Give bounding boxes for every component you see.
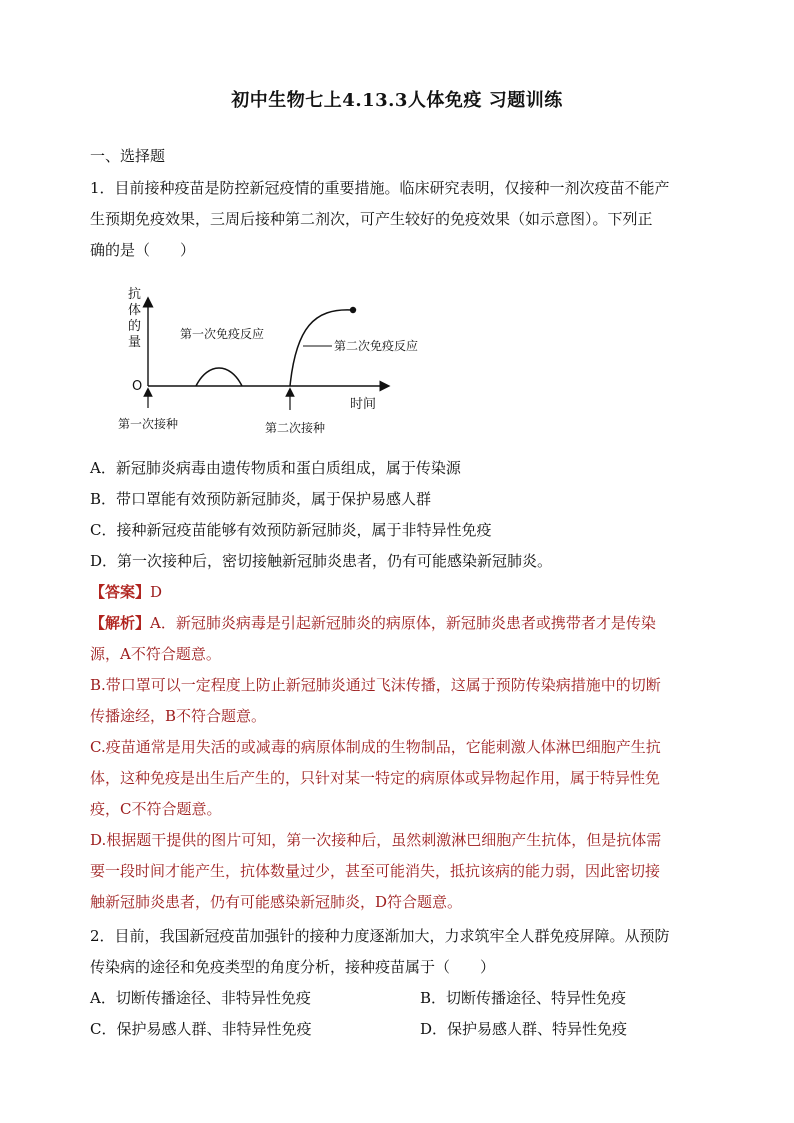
answer-tag: 【答案】 — [90, 583, 151, 601]
analysis-tag: 【解析】 — [90, 614, 151, 632]
question-2-text-line-2: 传染病的途径和免疫类型的角度分析，接种疫苗属于（ ） — [90, 958, 496, 976]
answer-value: D — [150, 583, 163, 601]
question-2-option-d: D．保护易感人群、特异性免疫 — [420, 1020, 628, 1038]
question-1-option-d: D．第一次接种后，密切接触新冠肺炎患者，仍有可能感染新冠肺炎。 — [90, 552, 553, 570]
y-label-char-4: 量 — [128, 335, 142, 350]
analysis-line-9: 要一段时间才能产生，抗体数量过少，甚至可能消失，抵抗该病的能力弱，因此密切接 — [90, 862, 661, 880]
question-2-option-b: B．切断传播途径、特异性免疫 — [420, 989, 627, 1007]
analysis-line-2: 源，A不符合题意。 — [90, 645, 221, 663]
analysis-text-1: A．新冠肺炎病毒是引起新冠肺炎的病原体，新冠肺炎患者或携带者才是传染 — [150, 614, 656, 632]
second-response-label: 第二次免疫反应 — [334, 339, 419, 353]
question-1-text-line-3: 确的是（ ） — [90, 241, 196, 259]
question-2-option-c: C．保护易感人群、非特异性免疫 — [90, 1020, 312, 1038]
origin-label: O — [132, 379, 143, 394]
question-2-text-line-1: 2．目前，我国新冠疫苗加强针的接种力度逐渐加大，力求筑牢全人群免疫屏障。从预防 — [90, 927, 670, 945]
first-dose-label: 第一次接种 — [118, 417, 179, 431]
analysis-line-7: 疫，C不符合题意。 — [90, 800, 222, 818]
analysis-line-6: 体，这种免疫是出生后产生的，只针对某一特定的病原体或异物起作用，属于特异性免 — [90, 769, 661, 787]
analysis-line-1 — [90, 613, 704, 633]
question-2-options-row-1 — [90, 988, 704, 1008]
question-1-text-line-2: 生预期免疫效果，三周后接种第二剂次，可产生较好的免疫效果（如示意图）。下列正 — [90, 210, 653, 228]
second-response-endpoint — [350, 307, 356, 313]
second-dose-label: 第二次接种 — [265, 421, 326, 435]
section-heading: 一、选择题 — [90, 147, 166, 165]
question-1-option-c: C．接种新冠疫苗能够有效预防新冠肺炎，属于非特异性免疫 — [90, 521, 492, 539]
analysis-line-10: 触新冠肺炎患者，仍有可能感染新冠肺炎，D符合题意。 — [90, 893, 463, 911]
question-1-option-a: A．新冠肺炎病毒由遗传物质和蛋白质组成，属于传染源 — [90, 459, 461, 477]
antibody-response-figure — [100, 282, 460, 442]
analysis-line-8: D.根据题干提供的图片可知，第一次接种后，虽然刺激淋巴细胞产生抗体，但是抗体需 — [90, 831, 662, 849]
y-label-char-1: 抗 — [128, 287, 142, 302]
question-1-text-line-1: 1．目前接种疫苗是防控新冠疫情的重要措施。临床研究表明，仅接种一剂次疫苗不能产 — [90, 179, 670, 197]
analysis-line-3: B.带口罩可以一定程度上防止新冠肺炎通过飞沫传播，这属于预防传染病措施中的切断 — [90, 676, 661, 694]
y-label-char-3: 的 — [128, 319, 142, 334]
first-response-curve — [196, 368, 242, 386]
first-response-label: 第一次免疫反应 — [180, 327, 265, 341]
analysis-line-5: C.疫苗通常是用失活的或减毒的病原体制成的生物制品，它能刺激人体淋巴细胞产生抗 — [90, 738, 661, 756]
question-1-option-b: B．带口罩能有效预防新冠肺炎，属于保护易感人群 — [90, 490, 432, 508]
page-title: 初中生物七上4.13.3人体免疫 习题训练 — [231, 90, 563, 111]
x-axis-label: 时间 — [350, 397, 377, 412]
answer-line — [90, 582, 704, 602]
analysis-line-4: 传播途经，B不符合题意。 — [90, 707, 267, 725]
y-label-char-2: 体 — [128, 303, 142, 318]
question-2-option-a: A．切断传播途径、非特异性免疫 — [90, 989, 311, 1007]
question-2-options-row-2 — [90, 1019, 704, 1039]
